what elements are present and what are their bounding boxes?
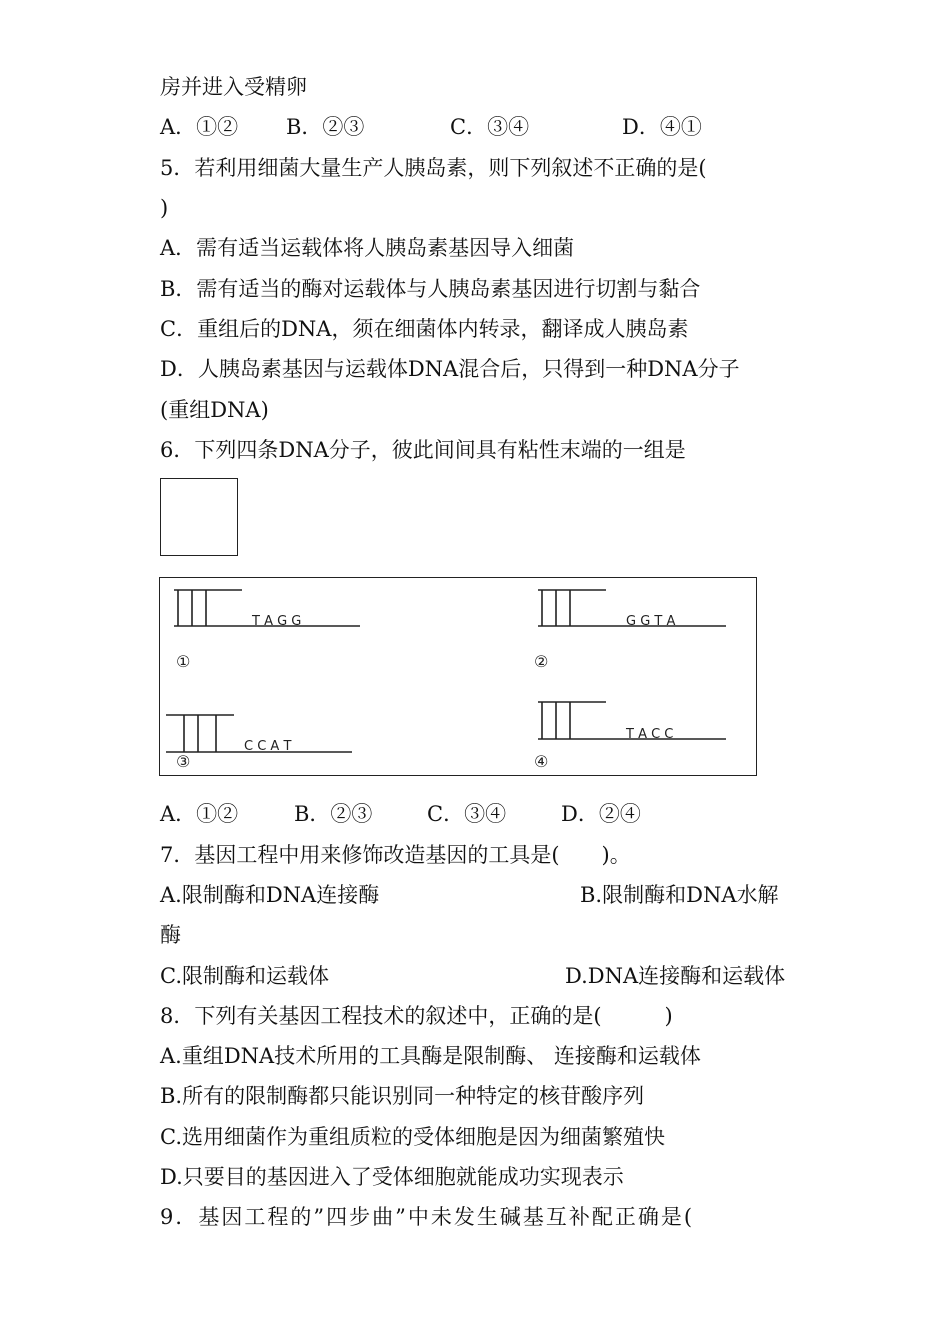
q7-option-d: D.DNA连接酶和运载体 [565,964,786,988]
q6-option-d: D．②④ [561,802,641,826]
molecule-label-4: ④ [534,752,549,771]
q7-option-b-continuation: 酶 [160,923,181,947]
q8-option-b: B.所有的限制酶都只能识别同一种特定的核苷酸序列 [160,1084,645,1108]
q7-stem: 7．基因工程中用来修饰改造基因的工具是( )。 [160,843,631,867]
q6-option-a: A．①② [160,802,239,826]
q5-option-d: D．人胰岛素基因与运载体DNA混合后，只得到一种DNA分子 [160,357,740,381]
q4-option-d: D．④① [622,115,702,139]
image-placeholder [160,478,238,556]
q5-option-d-continuation: (重组DNA) [160,398,269,422]
q4-option-c: C．③④ [450,115,530,139]
sticky-end-2: G G T A [626,614,676,629]
q4-stem-continuation: 房并进入受精卵 [160,75,307,99]
q8-option-c: C.选用细菌作为重组质粒的受体细胞是因为细菌繁殖快 [160,1125,665,1149]
q6-option-c: C．③④ [427,802,507,826]
q8-stem: 8．下列有关基因工程技术的叙述中，正确的是( ) [160,1004,673,1028]
q9-stem: 9．基因工程的”四步曲”中未发生碱基互补配正确是( [160,1205,695,1229]
q5-option-a: A．需有适当运载体将人胰岛素基因导入细菌 [160,236,575,260]
q8-option-d: D.只要目的基因进入了受体细胞就能成功实现表示 [160,1165,624,1189]
q7-option-b: B.限制酶和DNA水解 [580,883,779,907]
sticky-end-4: T A C C [626,727,674,742]
sticky-end-1: T A G G [252,614,302,629]
q7-option-c: C.限制酶和运载体 [160,964,329,988]
molecule-label-1: ① [176,652,191,671]
dna-figure [159,577,757,776]
q5-stem-continuation: ) [160,196,169,220]
q4-option-b: B．②③ [286,115,365,139]
dna-figure-svg [160,578,756,775]
q7-option-a: A.限制酶和DNA连接酶 [160,883,380,907]
q5-stem: 5．若利用细菌大量生产人胰岛素，则下列叙述不正确的是( [160,156,707,180]
q5-option-c: C．重组后的DNA，须在细菌体内转录，翻译成人胰岛素 [160,317,689,341]
q4-option-a: A．①② [160,115,239,139]
q5-option-b: B．需有适当的酶对运载体与人胰岛素基因进行切割与黏合 [160,277,701,301]
molecule-label-2: ② [534,652,549,671]
q6-option-b: B．②③ [294,802,373,826]
sticky-end-3: C C A T [244,739,292,754]
molecule-label-3: ③ [176,752,191,771]
q8-option-a: A.重组DNA技术所用的工具酶是限制酶、 连接酶和运载体 [160,1044,701,1068]
q6-stem: 6．下列四条DNA分子，彼此间间具有粘性末端的一组是 [160,438,686,462]
